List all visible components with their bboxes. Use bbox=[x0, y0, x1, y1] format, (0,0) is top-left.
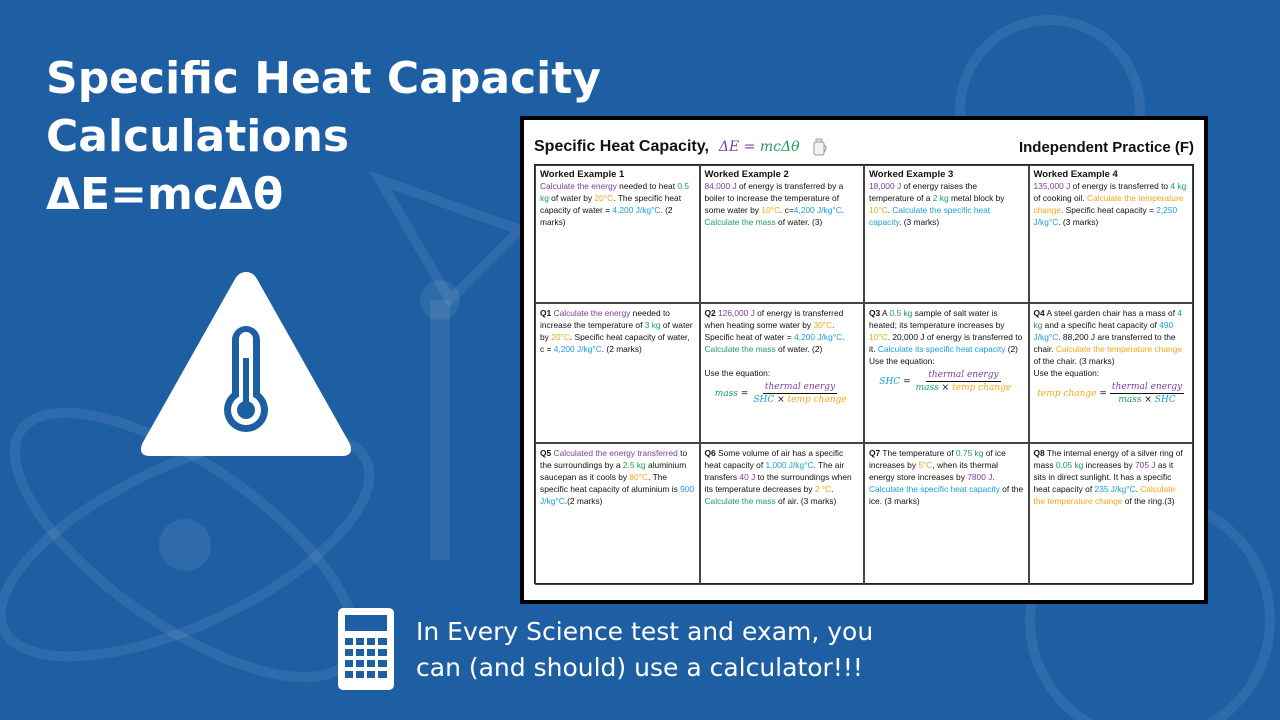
question-6 bbox=[700, 443, 865, 585]
text: . bbox=[992, 472, 995, 482]
question-label: Q2 bbox=[704, 308, 716, 318]
text-energy: 40 J bbox=[739, 472, 756, 482]
text-shc: Calculate the specific heat capacity bbox=[869, 484, 1000, 494]
text-temp: Calculate the temperature change bbox=[1033, 193, 1184, 215]
rearranged-equation: mass = $\frac{\text{thermal energy}}{\text{SHC × temp change}}$ bbox=[714, 382, 847, 405]
text-shc: 4,200 J/kg°C bbox=[553, 344, 602, 354]
text: of the chair. (3 marks) bbox=[1033, 356, 1115, 366]
equation-denominator-a: mass bbox=[1118, 395, 1142, 405]
rearranged-equation: SHC = $\frac{\text{thermal energy}}{\text{mass × temp change}}$ bbox=[879, 370, 1012, 393]
text-energy: Calculate the energy bbox=[553, 308, 631, 318]
text-mass: 0.05 kg bbox=[1055, 460, 1084, 470]
text: as it sits in direct sunlight. It has a specific heat capacity of bbox=[1033, 460, 1174, 494]
text: . 20,000 J of energy is transferred to it. bbox=[869, 332, 1023, 354]
question-label: Q8 bbox=[1033, 448, 1045, 458]
text-mass: 2 kg bbox=[932, 193, 949, 203]
text-shc: 2,250 J/kg°C bbox=[1033, 205, 1178, 227]
equation-numerator: thermal energy bbox=[928, 370, 999, 380]
text: aluminium saucepan as it cools by bbox=[540, 460, 687, 482]
text-mass: 0.75 kg bbox=[955, 448, 984, 458]
worksheet-equation bbox=[719, 139, 800, 155]
text: of the ring.(3) bbox=[1122, 496, 1175, 506]
worked-example-2 bbox=[700, 165, 865, 303]
text-temp: 80°C bbox=[629, 472, 649, 482]
worksheet-header bbox=[534, 134, 1194, 160]
equation-times: × bbox=[938, 383, 953, 393]
text: . c= bbox=[780, 205, 794, 215]
text-shc: 900 J/kg°C bbox=[540, 484, 695, 506]
equation-denominator-b: temp change bbox=[787, 395, 847, 405]
text: . Specific heat of water = bbox=[704, 320, 835, 342]
question-4 bbox=[1029, 303, 1194, 443]
worksheet-title: Specific Heat Capacity, bbox=[534, 138, 709, 155]
text-energy: 705 J bbox=[1135, 460, 1156, 470]
warning-triangle-thermometer-icon bbox=[136, 266, 356, 462]
calculator-note-line-1: In Every Science test and exam, you bbox=[416, 617, 874, 646]
text: to the surroundings by a bbox=[540, 448, 688, 470]
text-temp: 20°C bbox=[551, 332, 570, 342]
equation-denominator-b: temp change bbox=[952, 383, 1012, 393]
text: of energy is transferred by a boiler to increase the temperature of some water by bbox=[704, 181, 844, 215]
slide-title bbox=[46, 50, 601, 224]
use-equation-label: Use the equation: bbox=[869, 356, 935, 366]
worksheet-image bbox=[520, 116, 1208, 604]
cell-heading: Worked Example 4 bbox=[1033, 169, 1118, 180]
use-equation-label: Use the equation: bbox=[704, 368, 771, 378]
question-label: Q7 bbox=[869, 448, 881, 458]
question-3 bbox=[864, 303, 1029, 443]
text: of water by bbox=[540, 320, 693, 342]
text: .(2 marks) bbox=[564, 496, 603, 506]
calculator-note-line-2: can (and should) use a calculator!!! bbox=[416, 653, 863, 682]
equation-denominator-a: mass bbox=[915, 383, 939, 393]
question-label: Q1 bbox=[540, 308, 552, 318]
text-temp: 10°C bbox=[761, 205, 781, 215]
equation-denominator-b: SHC bbox=[1154, 395, 1176, 405]
rearranged-equation: temp change = $\frac{\text{thermal energy}}{\text{mass × SHC}}$ bbox=[1037, 382, 1183, 405]
calculator-note bbox=[416, 614, 936, 686]
text: . bbox=[831, 484, 834, 494]
question-label: Q6 bbox=[704, 448, 716, 458]
text: of cooking oil. bbox=[1033, 193, 1088, 203]
text: . The specific heat capacity of water = bbox=[540, 193, 682, 215]
question-label: Q4 bbox=[1033, 308, 1045, 318]
text-temp: 30°C bbox=[813, 320, 833, 330]
text-shc: 4,200 J/kg°C bbox=[794, 332, 843, 342]
text: of energy is transferred to bbox=[1070, 181, 1171, 191]
text-temp: Calculate the temperature change bbox=[1055, 344, 1183, 354]
text: of the ice. (3 marks) bbox=[869, 484, 1024, 506]
text-mass: 0.5 kg bbox=[540, 181, 690, 203]
text: . bbox=[887, 205, 893, 215]
text: to the surroundings when its temperature decreases by bbox=[704, 472, 852, 494]
text-energy: 7800 J bbox=[967, 472, 993, 482]
question-5 bbox=[535, 443, 700, 585]
text: , when its thermal energy store increases by bbox=[869, 460, 999, 482]
text: of water by bbox=[548, 193, 595, 203]
worked-example-1 bbox=[535, 165, 700, 303]
text-energy: Calculate the energy bbox=[540, 181, 617, 191]
text-temp: 5°C bbox=[918, 460, 933, 470]
equation-subject: mass bbox=[714, 388, 738, 399]
text-temp: 10°C bbox=[869, 332, 888, 342]
text: increases by bbox=[1083, 460, 1135, 470]
use-equation-label: Use the equation: bbox=[1033, 368, 1100, 378]
text: metal block by bbox=[948, 193, 1005, 203]
equation-times: × bbox=[1141, 395, 1155, 405]
text: A steel garden chair has a mass of bbox=[1044, 308, 1178, 318]
text: of water. (3) bbox=[775, 217, 823, 227]
text-shc: 4,200 J/kg°C bbox=[612, 205, 661, 215]
worksheet-page bbox=[524, 120, 1204, 600]
text-mass: 0.5 kg bbox=[889, 308, 913, 318]
text: . (2 marks) bbox=[601, 344, 642, 354]
text-mass: Calculate the mass bbox=[704, 217, 776, 227]
text-shc: Calculate the specific heat capacity bbox=[869, 205, 991, 227]
kettle-icon bbox=[812, 137, 828, 157]
text-temp: 20°C bbox=[594, 193, 614, 203]
text: needed to heat bbox=[616, 181, 678, 191]
text: . 88,200 J are transferred to the chair. bbox=[1033, 332, 1176, 354]
text: . bbox=[842, 332, 845, 342]
equation-numerator: thermal energy bbox=[764, 382, 836, 392]
question-label: Q3 bbox=[869, 308, 881, 318]
text: . (3 marks) bbox=[899, 217, 940, 227]
question-8 bbox=[1029, 443, 1194, 585]
worksheet-subtitle: Independent Practice (F) bbox=[1018, 138, 1194, 156]
equation-numerator: thermal energy bbox=[1111, 382, 1183, 392]
question-7 bbox=[864, 443, 1029, 585]
text-energy: 18,000 J bbox=[869, 181, 902, 191]
text: of water. (2) bbox=[775, 344, 823, 354]
text-shc: 235 J/kg°C bbox=[1094, 484, 1136, 494]
text-shc: 4,200 J/kg°C bbox=[793, 205, 842, 215]
text: of energy raises the temperature of a bbox=[869, 181, 978, 203]
title-line-1: Specific Heat Capacity bbox=[46, 53, 601, 104]
cell-heading: Worked Example 3 bbox=[869, 169, 954, 180]
equation-subject: temp change bbox=[1037, 388, 1097, 399]
text-temp: 10°C bbox=[869, 205, 888, 215]
text: The temperature of bbox=[880, 448, 956, 458]
text-energy: 84,000 J bbox=[704, 181, 737, 191]
text-temp: 2 °C bbox=[814, 484, 832, 494]
text: . (3 marks) bbox=[1058, 217, 1099, 227]
equation-times: × bbox=[774, 395, 788, 405]
title-line-2: Calculations bbox=[46, 111, 350, 162]
text-mass: 2.5 kg bbox=[622, 460, 646, 470]
text: . bbox=[1135, 484, 1141, 494]
text-energy: Calculated the energy transferred bbox=[553, 448, 678, 458]
text-mass: 4 kg bbox=[1033, 308, 1183, 330]
worked-example-4 bbox=[1029, 165, 1194, 303]
text-shc: 1,000 J/kg°C bbox=[765, 460, 814, 470]
equation-subject: SHC bbox=[879, 376, 901, 387]
text: of ice increases by bbox=[869, 448, 1006, 470]
text-mass: Calculate the mass bbox=[704, 496, 776, 506]
equation-right: mcΔθ bbox=[759, 139, 800, 155]
worked-example-3 bbox=[864, 165, 1029, 303]
calculator-icon bbox=[338, 608, 394, 690]
text: sample of salt water is heated; its temperature increases by bbox=[869, 308, 1005, 330]
question-2 bbox=[700, 303, 865, 443]
text: . The specific heat capacity of aluminium is bbox=[540, 472, 681, 494]
question-1 bbox=[535, 303, 700, 443]
text: A bbox=[880, 308, 890, 318]
text: . Specific heat capacity = bbox=[1060, 205, 1157, 215]
text: (2) bbox=[1005, 344, 1018, 354]
title-line-3: ΔE=mcΔθ bbox=[46, 169, 284, 220]
equation-left: ΔE = bbox=[718, 139, 760, 155]
text-mass: 3 kg bbox=[644, 320, 661, 330]
text: and a specific heat capacity of bbox=[1042, 320, 1160, 330]
text-mass: 4 kg bbox=[1170, 181, 1187, 191]
equation-denominator-a: SHC bbox=[753, 395, 775, 405]
question-grid bbox=[534, 164, 1194, 584]
text-temp: Calculate the temperature change bbox=[1033, 484, 1176, 506]
text: needed to increase the temperature of bbox=[540, 308, 670, 330]
text-energy: 135,000 J bbox=[1033, 181, 1071, 191]
text-shc: 490 J/kg°C bbox=[1033, 320, 1174, 342]
cell-heading: Worked Example 2 bbox=[704, 169, 789, 180]
text: . The air transfers bbox=[704, 460, 845, 482]
text: . bbox=[841, 205, 845, 215]
text: . (2 marks) bbox=[540, 205, 673, 227]
text-energy: 126,000 J bbox=[718, 308, 755, 318]
text: of energy is transferred when heating some water by bbox=[704, 308, 844, 330]
text-shc: Calculate its specific heat capacity bbox=[877, 344, 1006, 354]
question-label: Q5 bbox=[540, 448, 552, 458]
text: The internal energy of a silver ring of mass bbox=[1033, 448, 1183, 470]
text: . Specific heat capacity of water, c = bbox=[540, 332, 690, 354]
text-mass: Calculate the mass bbox=[704, 344, 776, 354]
text: of air. (3 marks) bbox=[775, 496, 837, 506]
text: Some volume of air has a specific heat capacity of bbox=[704, 448, 844, 470]
cell-heading: Worked Example 1 bbox=[540, 169, 625, 180]
